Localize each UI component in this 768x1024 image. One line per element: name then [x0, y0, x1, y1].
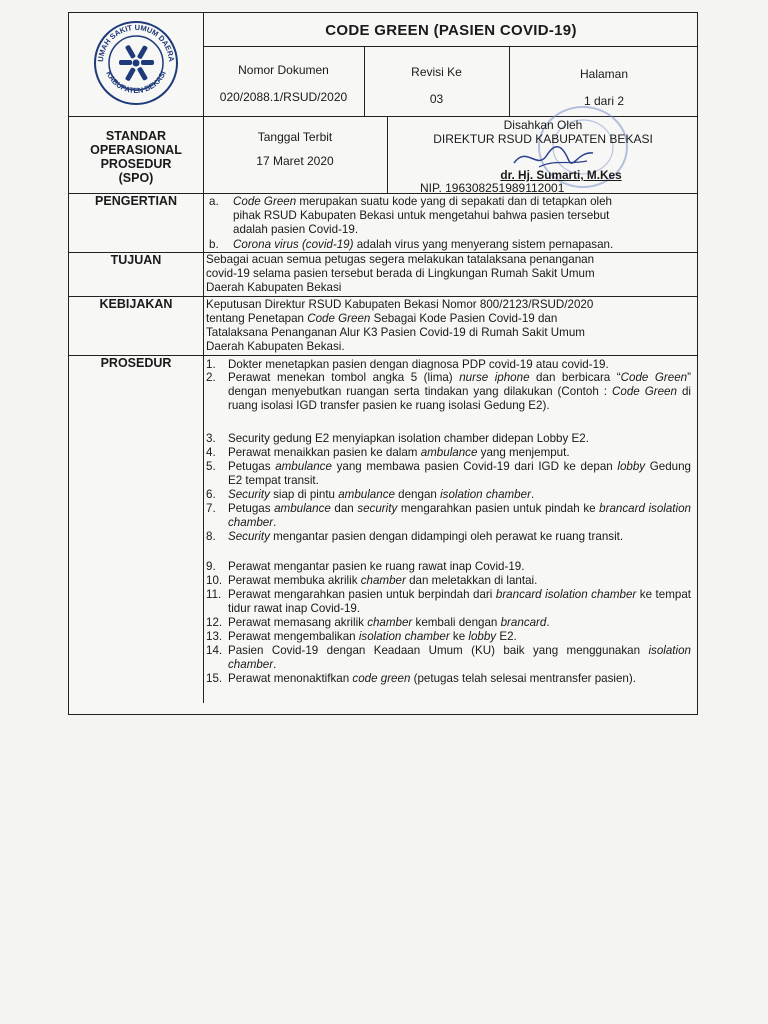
prosedur-step-term: chamber — [360, 574, 406, 587]
prosedur-step-segment: Perawat mengembalikan — [228, 630, 359, 643]
signer-nip: NIP. 196308251989112001 — [420, 181, 565, 195]
prosedur-step-term: Code Green — [620, 371, 688, 384]
revisi-value: 03 — [429, 92, 444, 106]
pengertian-a-term: Code Green — [233, 195, 297, 208]
prosedur-step-number: 7. — [206, 502, 216, 515]
nomor-dokumen-label: Nomor Dokumen — [238, 63, 329, 77]
prosedur-step-term: Security — [228, 530, 270, 543]
prosedur-step-term: ambulance — [420, 446, 478, 459]
prosedur-step-text — [228, 460, 691, 488]
pengertian-b — [233, 238, 693, 252]
prosedur-step-segment: siap di pintu — [269, 488, 339, 501]
prosedur-step-segment: mengarahkan pasien untuk pindah ke — [397, 502, 600, 515]
prosedur-step-text — [228, 560, 691, 574]
prosedur-step-term: Code Green — [612, 385, 677, 398]
kebijakan-line-2b: Sebagai Kode Pasien Covid-19 dan — [370, 312, 558, 325]
prosedur-step-segment: Perawat menonaktifkan — [228, 672, 353, 685]
prosedur-step-term: lobby — [617, 460, 646, 473]
prosedur-step-segment: ” dengan menyebutkan ruangan serta tindakan yang dilakukan (Contoh : — [228, 371, 691, 398]
prosedur-step-term: ambulance — [338, 488, 395, 501]
prosedur-step-number: 14. — [206, 644, 223, 657]
prosedur-step-term: Security — [228, 488, 270, 501]
prosedur-step-text — [228, 502, 691, 530]
kebijakan-line-2a: tentang Penetapan — [206, 312, 308, 325]
prosedur-step-segment: ke tempat tidur rawat inap Covid-19. — [228, 588, 691, 615]
svg-text:KABUPATEN BEKASI — [104, 70, 168, 96]
prosedur-step-term: chamber — [367, 616, 413, 629]
prosedur-step-number: 1. — [206, 358, 216, 371]
pengertian-a — [233, 195, 693, 237]
pengertian-a-line-2: pihak RSUD Kabupaten Bekasi untuk mengetahui bahwa pasien tersebut — [233, 209, 610, 222]
prosedur-step-number: 4. — [206, 446, 216, 459]
pengertian-a-line-3: adalah pasien Covid-19. — [233, 223, 359, 236]
prosedur-step-segment: Perawat memasang akrilik — [228, 616, 368, 629]
spo-label-line-3: PROSEDUR — [100, 157, 172, 171]
prosedur-step-term: brancard isolation chamber — [495, 588, 637, 601]
kebijakan-line-4: Daerah Kabupaten Bekasi. — [206, 340, 345, 353]
pengertian-a-marker: a. — [209, 195, 219, 208]
prosedur-step-segment: kembali dengan — [412, 616, 501, 629]
prosedur-step-segment: (petugas telah selesai mentransfer pasien). — [410, 672, 636, 685]
title-row-divider — [203, 46, 697, 47]
prosedur-step-number: 5. — [206, 460, 216, 473]
prosedur-step-segment: E2. — [496, 630, 517, 643]
tujuan-label: TUJUAN — [110, 253, 162, 267]
logo-emblem-icon — [119, 44, 154, 81]
hospital-logo — [83, 19, 189, 109]
prosedur-step-segment: Security gedung E2 menyiapkan isolation chamber didepan Lobby E2. — [228, 432, 589, 445]
prosedur-step-segment: Perawat membuka akrilik — [228, 574, 361, 587]
prosedur-step-number: 2. — [206, 371, 216, 384]
spo-label — [69, 129, 203, 185]
tanggal-terbit-label: Tanggal Terbit — [257, 130, 333, 144]
document-title: CODE GREEN (PASIEN COVID-19) — [325, 22, 577, 39]
kebijakan-text — [206, 298, 694, 354]
prosedur-step-segment: . — [273, 658, 277, 671]
prosedur-step-text — [228, 574, 691, 588]
revisi-label: Revisi Ke — [411, 65, 462, 79]
halaman-value: 1 dari 2 — [583, 94, 625, 108]
tujuan-line-1: Sebagai acuan semua petugas segera melakukan tatalaksana penanganan — [206, 253, 595, 266]
kebijakan-label: KEBIJAKAN — [99, 297, 173, 311]
prosedur-step-number: 3. — [206, 432, 216, 445]
kebijakan-term: Code Green — [307, 312, 371, 325]
prosedur-step-text — [228, 630, 691, 644]
signer-name: dr. Hj. Sumarti, M.Kes — [500, 168, 622, 182]
prosedur-step-segment: dan meletakkan di lantai. — [405, 574, 538, 587]
prosedur-step-term: isolation chamber — [440, 488, 531, 501]
prosedur-step-text — [228, 432, 691, 446]
prosedur-step-number: 13. — [206, 630, 223, 643]
nomor-dokumen-value: 020/2088.1/RSUD/2020 — [219, 90, 348, 104]
prosedur-step-segment: Perawat mengantar pasien ke ruang rawat inap Covid-19. — [228, 560, 525, 573]
prosedur-step-text — [228, 446, 691, 460]
prosedur-step-term: lobby — [468, 630, 497, 643]
prosedur-step-segment: Petugas — [228, 502, 275, 515]
prosedur-step-segment: . — [546, 616, 550, 629]
prosedur-step-text — [228, 358, 691, 372]
prosedur-step-segment: ke — [449, 630, 469, 643]
prosedur-step-text — [228, 672, 691, 686]
prosedur-step-number: 15. — [206, 672, 223, 685]
halaman-label: Halaman — [579, 67, 629, 81]
pengertian-a-line-1-text: merupakan suatu kode yang di sepakati dan di tetapkan oleh — [296, 195, 612, 208]
spo-label-line-2: OPERASIONAL — [90, 143, 182, 157]
prosedur-step-segment: dengan — [394, 488, 441, 501]
prosedur-step-segment: yang menjemput. — [477, 446, 570, 459]
prosedur-step-number: 11. — [206, 588, 222, 601]
prosedur-step-text — [228, 371, 691, 413]
prosedur-step-segment: Perawat mengarahkan pasien untuk berpindah dari — [228, 588, 496, 601]
prosedur-step-number: 8. — [206, 530, 216, 543]
spo-label-line-1: STANDAR — [105, 129, 167, 143]
prosedur-step-term: isolation chamber — [358, 630, 450, 643]
prosedur-step-number: 9. — [206, 560, 216, 573]
disahkan-role: DIREKTUR RSUD KABUPATEN BEKASI — [433, 132, 653, 146]
prosedur-step-segment: Perawat menaikkan pasien ke dalam — [228, 446, 421, 459]
prosedur-step-term: ambulance — [275, 460, 332, 473]
prosedur-step-segment: Gedung E2 tempat transit. — [228, 460, 691, 487]
prosedur-step-term: brancard isolation chamber — [228, 502, 691, 529]
prosedur-step-segment: dan berbicara “ — [529, 371, 621, 384]
prosedur-step-segment: di ruang isolasi IGD transfer pasien ke ruang isolasi Gedung E2). — [228, 385, 691, 412]
prosedur-step-segment: mengantar pasien dengan didampingi oleh perawat ke ruang transit. — [269, 530, 624, 543]
pengertian-a-line-1 — [233, 195, 693, 209]
spo-label-line-4: (SPO) — [118, 171, 154, 185]
prosedur-step-segment: Perawat menekan tombol angka 5 (lima) — [228, 371, 460, 384]
tujuan-line-3: Daerah Kabupaten Bekasi — [206, 281, 342, 294]
prosedur-step-number: 12. — [206, 616, 223, 629]
tujuan-text — [206, 253, 694, 295]
prosedur-step-segment: yang membawa pasien Covid-19 dari IGD ke depan — [331, 460, 618, 473]
tujuan-line-2: covid-19 selama pasien tersebut berada di Lingkungan Rumah Sakit Umum — [206, 267, 595, 280]
kebijakan-line-3: Tatalaksana Penanganan Alur K3 Pasien Covid-19 di Rumah Sakit Umum — [206, 326, 585, 339]
prosedur-step-term: isolation chamber — [228, 644, 691, 671]
kebijakan-line-2 — [206, 312, 694, 326]
prosedur-step-number: 10. — [206, 574, 223, 587]
prosedur-step-text — [228, 530, 691, 544]
pengertian-b-term: Corona virus (covid-19) — [233, 238, 354, 251]
disahkan-label: Disahkan Oleh — [503, 118, 583, 132]
logo-text-bottom: KABUPATEN BEKASI — [104, 69, 168, 96]
prosedur-step-text — [228, 644, 691, 672]
prosedur-label: PROSEDUR — [100, 356, 172, 370]
prosedur-step-text — [228, 588, 691, 616]
prosedur-step-term: code green — [352, 672, 411, 685]
prosedur-step-term: brancard — [500, 616, 547, 629]
prosedur-step-term: nurse iphone — [459, 371, 530, 384]
tanggal-terbit-value: 17 Maret 2020 — [256, 154, 334, 168]
prosedur-step-segment: Pasien Covid-19 dengan Keadaan Umum (KU) baik yang menggunakan — [228, 644, 649, 657]
prosedur-step-number: 6. — [206, 488, 216, 501]
prosedur-step-term: ambulance — [274, 502, 331, 515]
pengertian-label: PENGERTIAN — [95, 194, 177, 208]
prosedur-step-segment: Petugas — [228, 460, 276, 473]
prosedur-step-segment: dan — [330, 502, 358, 515]
prosedur-step-term: security — [357, 502, 398, 515]
prosedur-step-segment: . — [273, 516, 277, 529]
pengertian-b-marker: b. — [209, 238, 219, 251]
logo-text-top: UMAH SAKIT UMUM DAERA — [95, 22, 177, 63]
kebijakan-line-1: Keputusan Direktur RSUD Kabupaten Bekasi Nomor 800/2123/RSUD/2020 — [206, 298, 594, 311]
prosedur-step-text — [228, 616, 691, 630]
prosedur-step-text — [228, 488, 691, 502]
prosedur-step-segment: . — [530, 488, 535, 501]
sop-document — [68, 12, 698, 715]
prosedur-step-segment: Dokter menetapkan pasien dengan diagnosa PDP covid-19 atau covid-19. — [228, 358, 609, 371]
pengertian-b-text: adalah virus yang menyerang sistem pernapasan. — [353, 238, 614, 251]
